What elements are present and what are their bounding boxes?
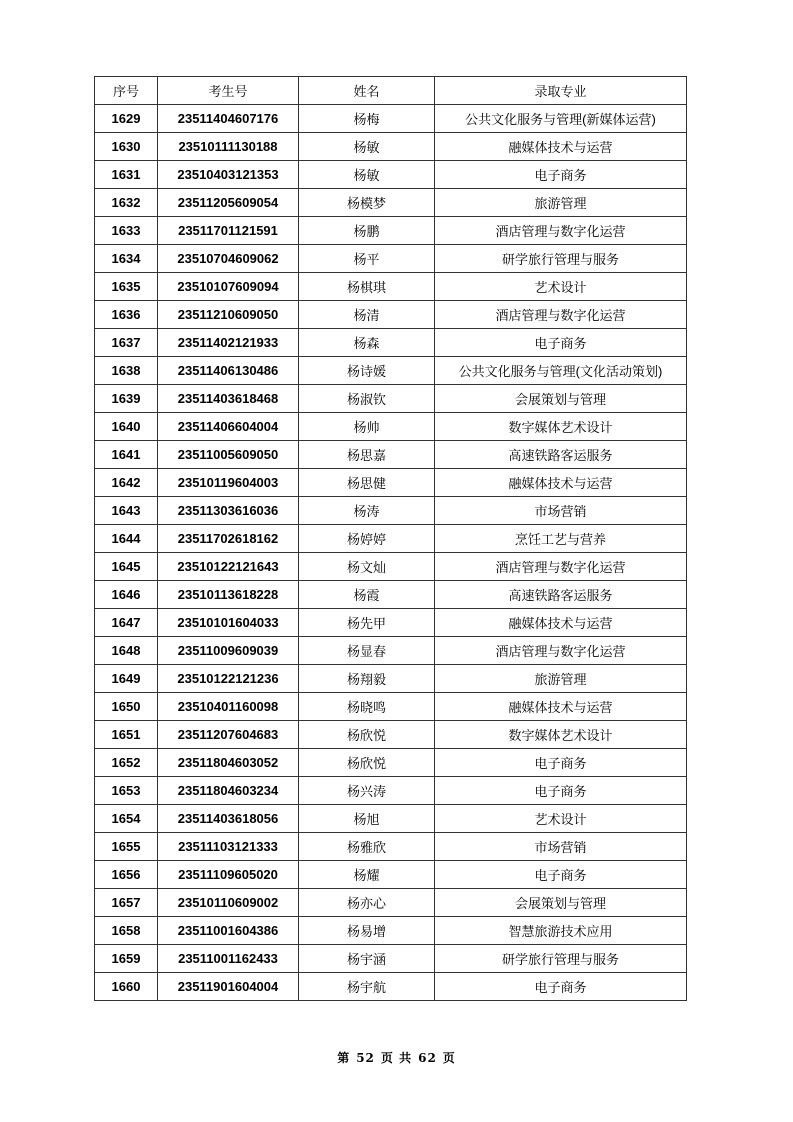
exam-id-cell: 23510101604033 — [158, 609, 299, 637]
major-cell: 融媒体技术与运营 — [435, 469, 687, 497]
major-cell: 电子商务 — [435, 861, 687, 889]
seq-cell: 1649 — [95, 665, 158, 693]
major-cell: 艺术设计 — [435, 273, 687, 301]
major-cell: 电子商务 — [435, 777, 687, 805]
major-cell: 旅游管理 — [435, 665, 687, 693]
seq-cell: 1638 — [95, 357, 158, 385]
exam-id-cell: 23511205609054 — [158, 189, 299, 217]
table-row — [95, 861, 687, 889]
major-cell: 公共文化服务与管理(文化活动策划) — [435, 357, 687, 385]
seq-cell: 1629 — [95, 105, 158, 133]
name-cell: 杨森 — [299, 329, 435, 357]
major-cell: 酒店管理与数字化运营 — [435, 637, 687, 665]
seq-cell: 1655 — [95, 833, 158, 861]
major-cell: 融媒体技术与运营 — [435, 133, 687, 161]
name-cell: 杨晓鸣 — [299, 693, 435, 721]
seq-cell: 1650 — [95, 693, 158, 721]
name-cell: 杨诗媛 — [299, 357, 435, 385]
table-row — [95, 693, 687, 721]
name-cell: 杨平 — [299, 245, 435, 273]
name-cell: 杨欣悦 — [299, 721, 435, 749]
major-cell: 旅游管理 — [435, 189, 687, 217]
exam-id-cell: 23510110609002 — [158, 889, 299, 917]
table-row — [95, 917, 687, 945]
exam-id-cell: 23511001604386 — [158, 917, 299, 945]
name-cell: 杨宇涵 — [299, 945, 435, 973]
name-cell: 杨帅 — [299, 413, 435, 441]
name-cell: 杨亦心 — [299, 889, 435, 917]
major-cell: 市场营销 — [435, 833, 687, 861]
table-row — [95, 945, 687, 973]
exam-id-cell: 23511804603234 — [158, 777, 299, 805]
table-row — [95, 385, 687, 413]
header-exam-id: 考生号 — [158, 77, 299, 105]
major-cell: 高速铁路客运服务 — [435, 581, 687, 609]
seq-cell: 1654 — [95, 805, 158, 833]
exam-id-cell: 23510119604003 — [158, 469, 299, 497]
seq-cell: 1630 — [95, 133, 158, 161]
exam-id-cell: 23511009609039 — [158, 637, 299, 665]
page-footer — [0, 1049, 793, 1066]
name-cell: 杨淑钦 — [299, 385, 435, 413]
name-cell: 杨婷婷 — [299, 525, 435, 553]
exam-id-cell: 23511103121333 — [158, 833, 299, 861]
name-cell: 杨兴涛 — [299, 777, 435, 805]
seq-cell: 1636 — [95, 301, 158, 329]
seq-cell: 1660 — [95, 973, 158, 1001]
exam-id-cell: 23511207604683 — [158, 721, 299, 749]
name-cell: 杨霞 — [299, 581, 435, 609]
major-cell: 市场营销 — [435, 497, 687, 525]
footer-prefix: 第 — [337, 1051, 351, 1065]
table-row — [95, 553, 687, 581]
exam-id-cell: 23511701121591 — [158, 217, 299, 245]
exam-id-cell: 23511303616036 — [158, 497, 299, 525]
exam-id-cell: 23510403121353 — [158, 161, 299, 189]
seq-cell: 1659 — [95, 945, 158, 973]
table-row — [95, 161, 687, 189]
exam-id-cell: 23511406130486 — [158, 357, 299, 385]
seq-cell: 1634 — [95, 245, 158, 273]
seq-cell: 1657 — [95, 889, 158, 917]
exam-id-cell: 23511402121933 — [158, 329, 299, 357]
table-row — [95, 609, 687, 637]
major-cell: 数字媒体艺术设计 — [435, 413, 687, 441]
seq-cell: 1658 — [95, 917, 158, 945]
name-cell: 杨清 — [299, 301, 435, 329]
header-name: 姓名 — [299, 77, 435, 105]
major-cell: 艺术设计 — [435, 805, 687, 833]
name-cell: 杨显春 — [299, 637, 435, 665]
major-cell: 公共文化服务与管理(新媒体运营) — [435, 105, 687, 133]
table-row — [95, 749, 687, 777]
table-row — [95, 329, 687, 357]
table-row — [95, 665, 687, 693]
table-row — [95, 413, 687, 441]
table-row — [95, 469, 687, 497]
exam-id-cell: 23510122121643 — [158, 553, 299, 581]
seq-cell: 1632 — [95, 189, 158, 217]
seq-cell: 1644 — [95, 525, 158, 553]
exam-id-cell: 23510111130188 — [158, 133, 299, 161]
exam-id-cell: 23511804603052 — [158, 749, 299, 777]
major-cell: 电子商务 — [435, 329, 687, 357]
seq-cell: 1651 — [95, 721, 158, 749]
major-cell: 酒店管理与数字化运营 — [435, 301, 687, 329]
exam-id-cell: 23511702618162 — [158, 525, 299, 553]
major-cell: 智慧旅游技术应用 — [435, 917, 687, 945]
seq-cell: 1643 — [95, 497, 158, 525]
table-row — [95, 245, 687, 273]
table-row — [95, 105, 687, 133]
name-cell: 杨旭 — [299, 805, 435, 833]
exam-id-cell: 23511109605020 — [158, 861, 299, 889]
seq-cell: 1637 — [95, 329, 158, 357]
seq-cell: 1646 — [95, 581, 158, 609]
exam-id-cell: 23510401160098 — [158, 693, 299, 721]
major-cell: 研学旅行管理与服务 — [435, 245, 687, 273]
name-cell: 杨敏 — [299, 133, 435, 161]
table-row — [95, 189, 687, 217]
name-cell: 杨梅 — [299, 105, 435, 133]
major-cell: 融媒体技术与运营 — [435, 693, 687, 721]
major-cell: 融媒体技术与运营 — [435, 609, 687, 637]
table-header-row — [95, 77, 687, 105]
seq-cell: 1645 — [95, 553, 158, 581]
name-cell: 杨欣悦 — [299, 749, 435, 777]
major-cell: 电子商务 — [435, 161, 687, 189]
seq-cell: 1641 — [95, 441, 158, 469]
header-seq: 序号 — [95, 77, 158, 105]
table-row — [95, 973, 687, 1001]
major-cell: 研学旅行管理与服务 — [435, 945, 687, 973]
table-row — [95, 301, 687, 329]
name-cell: 杨棋琪 — [299, 273, 435, 301]
name-cell: 杨翔毅 — [299, 665, 435, 693]
exam-id-cell: 23511210609050 — [158, 301, 299, 329]
name-cell: 杨思嘉 — [299, 441, 435, 469]
header-major: 录取专业 — [435, 77, 687, 105]
name-cell: 杨先甲 — [299, 609, 435, 637]
major-cell: 酒店管理与数字化运营 — [435, 217, 687, 245]
major-cell: 高速铁路客运服务 — [435, 441, 687, 469]
admission-table — [94, 76, 687, 1001]
major-cell: 会展策划与管理 — [435, 889, 687, 917]
exam-id-cell: 23510107609094 — [158, 273, 299, 301]
table-row — [95, 357, 687, 385]
name-cell: 杨涛 — [299, 497, 435, 525]
table-row — [95, 273, 687, 301]
exam-id-cell: 23511901604004 — [158, 973, 299, 1001]
table-row — [95, 581, 687, 609]
table-row — [95, 805, 687, 833]
name-cell: 杨雅欣 — [299, 833, 435, 861]
name-cell: 杨文灿 — [299, 553, 435, 581]
table-row — [95, 777, 687, 805]
major-cell: 烹饪工艺与营养 — [435, 525, 687, 553]
exam-id-cell: 23511406604004 — [158, 413, 299, 441]
seq-cell: 1640 — [95, 413, 158, 441]
table-row — [95, 833, 687, 861]
table-row — [95, 721, 687, 749]
seq-cell: 1652 — [95, 749, 158, 777]
major-cell: 会展策划与管理 — [435, 385, 687, 413]
seq-cell: 1635 — [95, 273, 158, 301]
name-cell: 杨敏 — [299, 161, 435, 189]
name-cell: 杨耀 — [299, 861, 435, 889]
seq-cell: 1648 — [95, 637, 158, 665]
exam-id-cell: 23511005609050 — [158, 441, 299, 469]
exam-id-cell: 23511403618056 — [158, 805, 299, 833]
current-page: 52 — [356, 1051, 375, 1065]
seq-cell: 1647 — [95, 609, 158, 637]
exam-id-cell: 23511404607176 — [158, 105, 299, 133]
major-cell: 电子商务 — [435, 973, 687, 1001]
name-cell: 杨易增 — [299, 917, 435, 945]
major-cell: 数字媒体艺术设计 — [435, 721, 687, 749]
seq-cell: 1642 — [95, 469, 158, 497]
total-pages: 62 — [418, 1051, 437, 1065]
seq-cell: 1656 — [95, 861, 158, 889]
seq-cell: 1631 — [95, 161, 158, 189]
name-cell: 杨宇航 — [299, 973, 435, 1001]
table-row — [95, 525, 687, 553]
seq-cell: 1633 — [95, 217, 158, 245]
exam-id-cell: 23510113618228 — [158, 581, 299, 609]
table-row — [95, 217, 687, 245]
table-row — [95, 889, 687, 917]
table-row — [95, 133, 687, 161]
name-cell: 杨鹏 — [299, 217, 435, 245]
name-cell: 杨思健 — [299, 469, 435, 497]
seq-cell: 1639 — [95, 385, 158, 413]
exam-id-cell: 23511001162433 — [158, 945, 299, 973]
table-row — [95, 497, 687, 525]
name-cell: 杨模梦 — [299, 189, 435, 217]
footer-suffix: 页 — [442, 1051, 456, 1065]
footer-mid: 页 共 — [380, 1051, 413, 1065]
table-row — [95, 637, 687, 665]
exam-id-cell: 23510122121236 — [158, 665, 299, 693]
major-cell: 酒店管理与数字化运营 — [435, 553, 687, 581]
major-cell: 电子商务 — [435, 749, 687, 777]
exam-id-cell: 23510704609062 — [158, 245, 299, 273]
exam-id-cell: 23511403618468 — [158, 385, 299, 413]
table-row — [95, 441, 687, 469]
seq-cell: 1653 — [95, 777, 158, 805]
